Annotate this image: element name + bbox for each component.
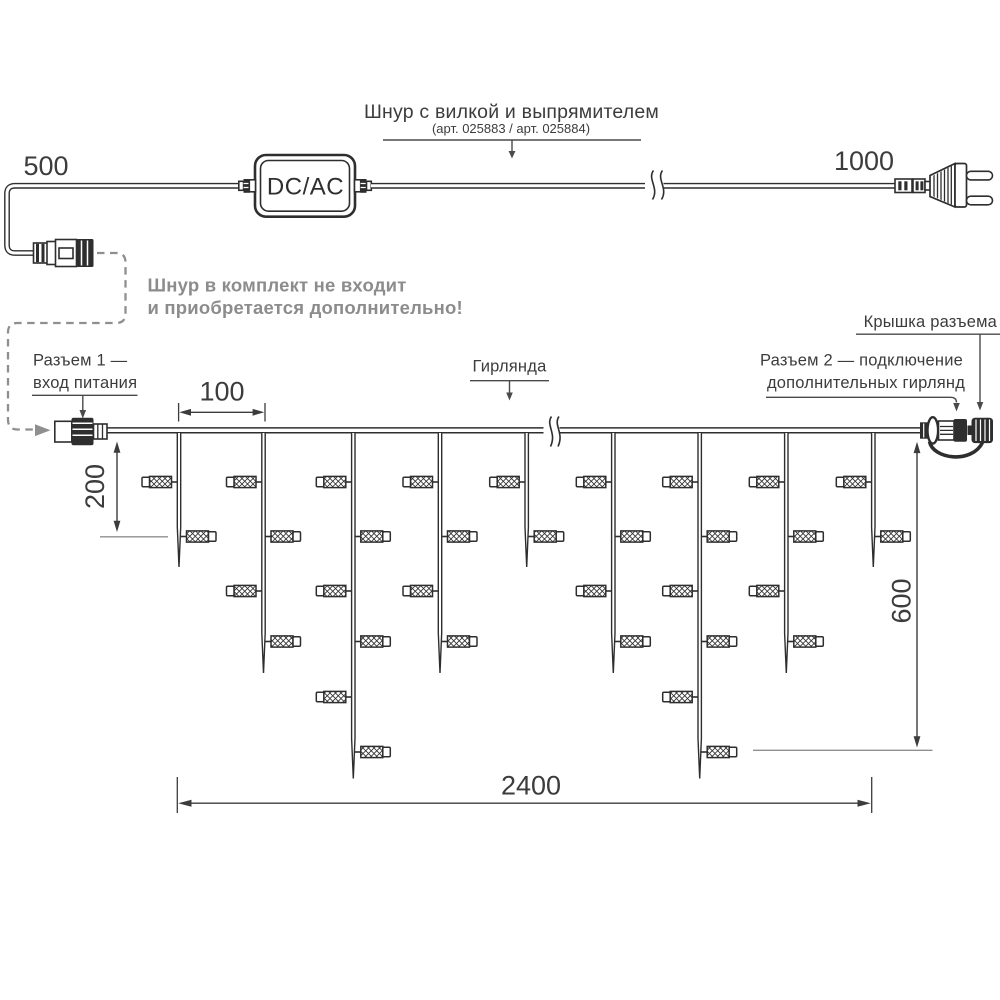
connector2-label-line2: дополнительных гирлянд	[766, 374, 966, 392]
garland-break-symbol	[544, 417, 561, 447]
lamp-cap	[556, 532, 564, 541]
dimension-total-length	[177, 771, 871, 814]
lamp-body	[361, 531, 383, 542]
lamp-bulb	[788, 531, 824, 542]
lamp-cap	[729, 532, 737, 541]
icicle-drops-layer	[142, 433, 910, 779]
connector-black-cap	[77, 239, 94, 267]
dimension-long-drop	[753, 442, 933, 751]
lamp-bulb	[701, 636, 737, 647]
dimension-short-drop	[80, 442, 168, 537]
lamp-cap	[663, 586, 671, 595]
drop-wire	[612, 433, 615, 673]
connector1-label-line1: Разъем 1 —	[33, 351, 128, 370]
dimension-value: 600	[886, 578, 917, 624]
icicle-drop	[316, 433, 390, 779]
cord-subtitle: (арт. 025883 / арт. 025884)	[431, 121, 591, 136]
connector-coupler	[94, 424, 108, 439]
drop-wire	[872, 433, 875, 567]
lamp-bulb	[316, 691, 352, 702]
lamp-body	[324, 691, 346, 702]
lamp-body	[271, 531, 293, 542]
icicle-drop	[749, 433, 823, 673]
lamp-bulb	[576, 476, 612, 487]
plug-face	[955, 164, 967, 208]
lamp-cap	[729, 747, 737, 756]
lamp-body	[670, 585, 692, 596]
plug-strain-relief	[895, 179, 912, 193]
cap-strap	[930, 442, 983, 457]
lamp-bulb	[355, 531, 391, 542]
drop-wire	[438, 433, 441, 673]
lamp-body	[187, 531, 209, 542]
connector-nut	[47, 242, 56, 265]
mains-plug	[895, 161, 993, 210]
lamp-bulb	[355, 636, 391, 647]
lamp-bulb	[442, 636, 478, 647]
lamp-body	[448, 636, 470, 647]
lamp-cap	[643, 532, 651, 541]
connector-ribbed-section	[34, 243, 48, 263]
lamp-bulb	[442, 531, 478, 542]
down-arrow-icon	[506, 393, 513, 401]
lamp-body	[150, 476, 172, 487]
lamp-cap	[383, 747, 391, 756]
lamp-cap	[316, 692, 324, 701]
lamp-body	[497, 476, 519, 487]
lamp-cap	[403, 586, 411, 595]
lamp-body	[448, 531, 470, 542]
not-included-note-line2: и приобретается дополнительно!	[147, 297, 463, 318]
lamp-body	[411, 585, 433, 596]
power-cord-right-segment	[371, 171, 896, 200]
icicle-drop	[663, 433, 737, 779]
lamp-bulb	[836, 476, 872, 487]
cord-break-symbol	[645, 171, 664, 200]
lamp-body	[324, 585, 346, 596]
garland-output-connector	[920, 417, 993, 457]
lamp-body	[411, 476, 433, 487]
lamp-cap	[142, 477, 150, 486]
lamp-bulb	[403, 585, 439, 596]
lamp-cap	[490, 477, 498, 486]
lamp-body	[794, 636, 816, 647]
lamp-body	[844, 476, 866, 487]
cap-nub	[968, 426, 972, 436]
lamp-cap	[293, 532, 301, 541]
lamp-bulb	[181, 531, 217, 542]
lamp-cap	[383, 532, 391, 541]
lamp-bulb	[227, 585, 263, 596]
lamp-cap	[836, 477, 844, 486]
garland-wire	[107, 417, 921, 447]
cord-title: Шнур с вилкой и выпрямителем	[363, 101, 660, 123]
lamp-body	[757, 585, 779, 596]
lamp-cap	[576, 477, 584, 486]
down-arrow-icon	[953, 403, 960, 412]
lamp-bulb	[875, 531, 911, 542]
lamp-body	[324, 476, 346, 487]
drop-wire	[698, 433, 701, 779]
down-arrow-icon	[80, 410, 87, 419]
connector-plug-body	[55, 421, 72, 442]
lamp-body	[881, 531, 903, 542]
garland-callout	[470, 358, 549, 401]
icicle-drop	[142, 433, 216, 567]
lamp-bulb	[615, 531, 651, 542]
plug-prong-top	[967, 171, 993, 180]
lamp-cap	[209, 532, 217, 541]
drop-wire	[785, 433, 788, 673]
right-arrow-icon	[35, 424, 51, 436]
lamp-bulb	[265, 636, 301, 647]
cord-length-left-label: 500	[23, 151, 69, 181]
lamp-bulb	[701, 531, 737, 542]
lamp-body	[361, 746, 383, 757]
lamp-cap	[663, 692, 671, 701]
lamp-cap	[470, 637, 478, 646]
lamp-bulb	[265, 531, 301, 542]
lamp-cap	[816, 637, 824, 646]
drop-wire	[352, 433, 355, 779]
dimension-value: 2400	[500, 770, 562, 801]
down-arrow-icon	[509, 151, 516, 159]
power-cord-connector	[34, 239, 94, 267]
not-included-note-line1: Шнур в комплект не входит	[147, 274, 407, 296]
lamp-bulb	[528, 531, 564, 542]
dashed-connection-path	[8, 253, 126, 436]
lamp-body	[621, 636, 643, 647]
icicle-drop	[227, 433, 301, 673]
connector1-callout	[32, 352, 138, 419]
strap-ring	[928, 417, 939, 443]
lamp-cap	[749, 477, 757, 486]
dimension-value: 200	[80, 463, 110, 510]
cord-length-right-label: 1000	[833, 146, 895, 176]
lamp-body	[670, 476, 692, 487]
lamp-cap	[576, 586, 584, 595]
lamp-bulb	[403, 476, 439, 487]
drop-wire	[525, 433, 528, 567]
plug-prong-bottom	[967, 196, 993, 205]
connector2-callout	[760, 352, 965, 412]
lamp-cap	[227, 477, 235, 486]
lamp-cap	[470, 532, 478, 541]
lamp-bulb	[576, 585, 612, 596]
drop-wire	[262, 433, 265, 673]
lamp-bulb	[749, 585, 785, 596]
lamp-body	[534, 531, 556, 542]
converter-right-port	[355, 179, 372, 193]
dimension-value: 100	[199, 376, 245, 407]
converter-label: DC/AC	[266, 173, 345, 201]
lamp-bulb	[663, 585, 699, 596]
lamp-body	[670, 691, 692, 702]
lamp-cap	[316, 477, 324, 486]
icicle-drop	[836, 433, 910, 567]
lamp-body	[584, 476, 606, 487]
lamp-cap	[816, 532, 824, 541]
lamp-cap	[293, 637, 301, 646]
drop-wire	[177, 433, 180, 567]
lamp-bulb	[701, 746, 737, 757]
lamp-body	[361, 636, 383, 647]
lamp-cap	[383, 637, 391, 646]
icicle-drop	[576, 433, 650, 673]
lamp-bulb	[142, 476, 178, 487]
lamp-bulb	[355, 746, 391, 757]
cord-title-callout	[364, 101, 659, 159]
cap-label: Крышка разъема	[863, 313, 997, 331]
lamp-bulb	[615, 636, 651, 647]
lamp-cap	[403, 477, 411, 486]
lamp-body	[757, 476, 779, 487]
lamp-body	[707, 636, 729, 647]
lamp-bulb	[663, 691, 699, 702]
lamp-cap	[749, 586, 757, 595]
lamp-bulb	[316, 476, 352, 487]
lamp-bulb	[788, 636, 824, 647]
connector-black-body	[954, 419, 968, 442]
lamp-body	[707, 531, 729, 542]
lamp-body	[234, 585, 256, 596]
lamp-cap	[316, 586, 324, 595]
connector-knurled-nut	[72, 418, 94, 445]
garland-label: Гирлянда	[472, 357, 547, 376]
converter-left-port	[239, 179, 256, 193]
garland-input-connector	[55, 418, 107, 445]
lamp-body	[584, 585, 606, 596]
dcac-converter	[239, 155, 371, 217]
lamp-body	[621, 531, 643, 542]
lamp-body	[271, 636, 293, 647]
connector1-label-line2: вход питания	[33, 374, 138, 392]
lamp-body	[794, 531, 816, 542]
lamp-cap	[227, 586, 235, 595]
lamp-bulb	[749, 476, 785, 487]
lamp-cap	[729, 637, 737, 646]
dimension-drop-spacing	[179, 377, 265, 422]
lamp-cap	[903, 532, 911, 541]
lamp-cap	[663, 477, 671, 486]
lamp-bulb	[316, 585, 352, 596]
lamp-bulb	[227, 476, 263, 487]
lamp-body	[234, 476, 256, 487]
down-arrow-icon	[977, 402, 984, 411]
connector2-label-line1: Разъем 2 — подключение	[759, 351, 964, 370]
lamp-body	[707, 746, 729, 757]
lamp-cap	[643, 637, 651, 646]
lamp-bulb	[663, 476, 699, 487]
lamp-bulb	[490, 476, 526, 487]
icicle-drop	[403, 433, 477, 673]
icicle-drop	[490, 433, 564, 567]
